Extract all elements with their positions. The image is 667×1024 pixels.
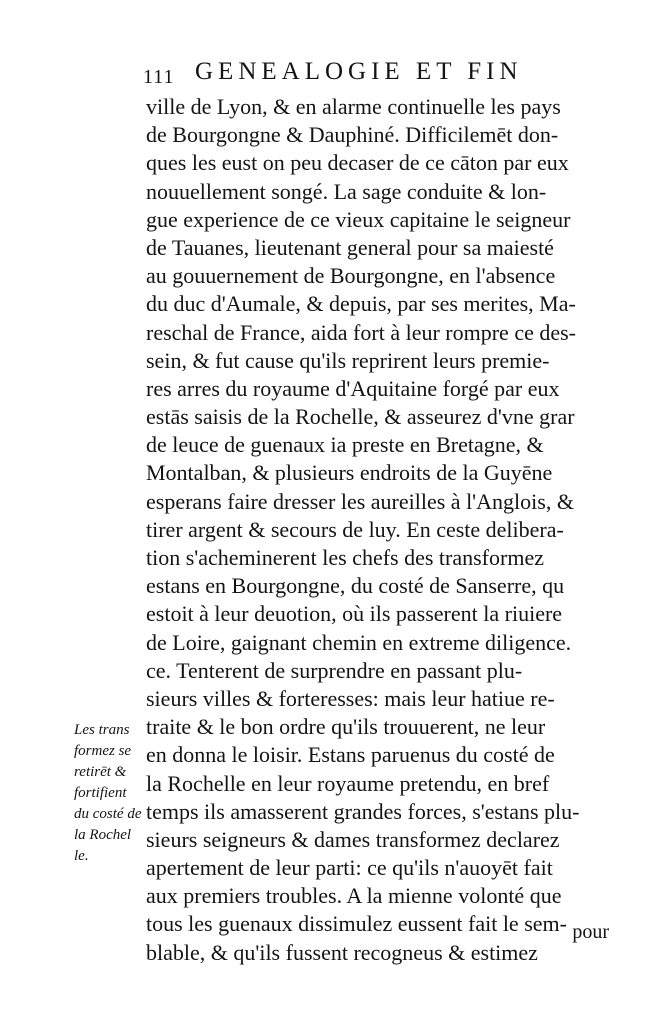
- body-text: [146, 93, 601, 967]
- text-line: au gouuernement de Bourgongne, en l'absence: [146, 263, 556, 289]
- text-line: tirer argent & secours de luy. En ceste delibera-: [146, 516, 564, 542]
- text-line: tion s'acheminerent les chefs des transformez: [146, 545, 544, 570]
- text-line: de leuce de guenaux ia preste en Bretagne, &: [146, 432, 544, 458]
- margin-note-line: retirēt &: [74, 764, 127, 780]
- text-line: de Loire, gaignant chemin en extreme diligence.: [146, 629, 572, 655]
- text-line: Montalban, & plusieurs endroits de la Guyēne: [146, 460, 553, 486]
- text-line: traite & le bon ordre qu'ils trouuerent, ne leur: [146, 714, 546, 740]
- text-line: nouuellement songé. La sage conduite & lon-: [146, 178, 547, 204]
- text-line: esperans faire dresser les aureilles à l'Anglois, &: [146, 488, 574, 514]
- text-line: estās saisis de la Rochelle, & asseurez d'vne grar: [146, 404, 575, 430]
- margin-note-line: formez se: [74, 743, 132, 759]
- text-line: res arres du royaume d'Aquitaine forgé par eux: [146, 375, 560, 401]
- text-line: temps ils amasserent grandes forces, s'estans plu-: [146, 798, 580, 824]
- running-head: GENEALOGIE ET FIN: [195, 58, 523, 85]
- margin-note-line: la Rochel: [74, 827, 132, 843]
- margin-note-line: fortifient: [74, 785, 127, 801]
- text-line: estoit à leur deuotion, où ils passerent la riuiere: [146, 601, 563, 627]
- text-line: sieurs seigneurs & dames transformez declarez: [146, 826, 560, 852]
- text-line: aux premiers troubles. A la mienne volonté que: [146, 883, 562, 909]
- text-line: blable, & qu'ils fussent recogneus & estimez: [146, 939, 538, 965]
- page-number: 111: [143, 66, 175, 88]
- text-line: estans en Bourgongne, du costé de Sanserre, qu: [146, 573, 565, 599]
- text-line: ce. Tenterent de surprendre en passant plu-: [146, 657, 523, 683]
- margin-note-line: du costé de: [74, 806, 142, 822]
- text-line: reschal de France, aida fort à leur rompre ce des-: [146, 319, 576, 345]
- margin-note: [74, 720, 154, 867]
- text-line: du duc d'Aumale, & depuis, par ses merites, Ma-: [146, 291, 576, 317]
- margin-note-line: le.: [74, 848, 89, 864]
- text-line: ville de Lyon, & en alarme continuelle les pays: [146, 94, 561, 119]
- text-line: de Bourgongne & Dauphiné. Difficilemēt don-: [146, 122, 559, 148]
- margin-note-line: Les trans: [74, 722, 130, 738]
- text-line: sein, & fut cause qu'ils reprirent leurs premie-: [146, 347, 550, 373]
- text-line: gue experience de ce vieux capitaine le seigneur: [146, 206, 571, 232]
- text-line: ques les eust on peu decaser de ce cāton par eux: [146, 150, 569, 176]
- catchword: pour: [572, 921, 609, 943]
- text-line: apertement de leur parti: ce qu'ils n'auoyēt fait: [146, 855, 553, 881]
- text-line: sieurs villes & forteresses: mais leur hatiue re-: [146, 685, 555, 711]
- text-line: en donna le loisir. Estans paruenus du costé de: [146, 742, 555, 768]
- text-line: la Rochelle en leur royaume pretendu, en bref: [146, 770, 550, 796]
- text-line: tous les guenaux dissimulez eussent fait le sem-: [146, 911, 567, 937]
- text-line: de Tauanes, lieutenant general pour sa maiesté: [146, 234, 554, 260]
